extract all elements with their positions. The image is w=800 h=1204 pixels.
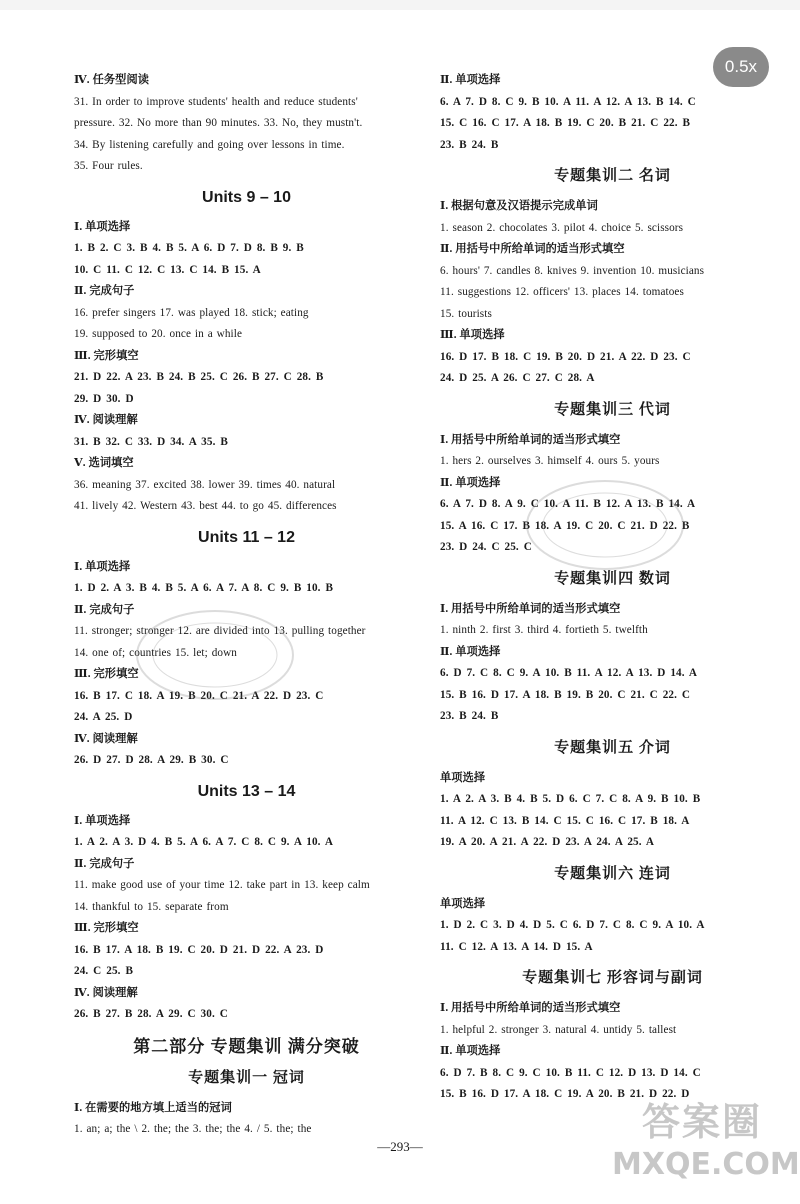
answer-line: 26. B 27. B 28. A 29. C 30. C	[74, 1008, 228, 1020]
answer-line: 23. D 24. C 25. C	[440, 541, 532, 553]
section-heading: Ⅱ. 单项选择	[440, 645, 501, 658]
section-heading: Ⅲ. 单项选择	[440, 329, 505, 341]
answer-line: 24. C 25. B	[74, 965, 134, 977]
section-heading: Ⅱ. 完成句子	[74, 285, 135, 297]
answer-line: 15. B 16. D 17. A 18. C 19. A 20. B 21. D 22. D	[440, 1088, 690, 1100]
answer-line: 1. A 2. A 3. D 4. B 5. A 6. A 7. C 8. C 9. A 10. A	[74, 836, 334, 848]
answer-line: 21. D 22. A 23. B 24. B 25. C 26. B 27. C 28. B	[74, 371, 324, 383]
answer-line: 1. hers 2. ourselves 3. himself 4. ours 5. yours	[440, 455, 660, 467]
section-heading: Ⅱ. 用括号中所给单词的适当形式填空	[440, 243, 625, 255]
answer-line: 36. meaning 37. excited 38. lower 39. times 40. natural	[74, 478, 336, 491]
topic-title: 专题集训二 名词	[554, 168, 671, 184]
answer-line: 19. supposed to 20. once in a while	[74, 328, 243, 340]
answer-line: 11. C 12. A 13. A 14. D 15. A	[440, 940, 593, 953]
watermark-url-text: MXQE.COM	[612, 1147, 800, 1182]
unit-title: Units 13 – 14	[197, 782, 296, 800]
answer-line: 15. tourists	[440, 307, 492, 320]
section-heading: Ⅰ. 单项选择	[74, 220, 131, 233]
answer-line: 26. D 27. D 28. A 29. B 30. C	[74, 754, 229, 766]
section-heading: Ⅰ. 用括号中所给单词的适当形式填空	[440, 1002, 621, 1014]
answer-line: 15. B 16. D 17. A 18. B 19. B 20. C 21. C 22. C	[440, 688, 691, 701]
answer-line: 34. By listening carefully and going over lessons in time.	[74, 138, 345, 151]
answer-line: 29. D 30. D	[74, 392, 134, 405]
answer-line: 6. A 7. D 8. A 9. C 10. A 11. B 12. A 13. B 14. A	[440, 498, 696, 510]
zoom-level-button[interactable]: 0.5x	[713, 47, 769, 87]
answer-line: 6. D 7. C 8. C 9. A 10. B 11. A 12. A 13. D 14. A	[440, 667, 698, 679]
answer-line: 35. Four rules.	[74, 160, 143, 172]
answer-line: 1. D 2. C 3. D 4. D 5. C 6. D 7. C 8. C 9. A 10. A	[440, 919, 705, 931]
answer-line: 41. lively 42. Western 43. best 44. to go 45. differences	[74, 500, 337, 512]
topic-title: 专题集训三 代词	[554, 401, 671, 418]
section-heading: 单项选择	[440, 771, 486, 784]
topic-title: 专题集训六 连词	[554, 865, 671, 882]
answer-line: 1. ninth 2. first 3. third 4. fortieth 5. twelfth	[440, 624, 648, 636]
section-heading: 单项选择	[440, 897, 486, 910]
topic-title: 专题集训五 介词	[554, 739, 671, 756]
answer-line: 16. D 17. B 18. C 19. B 20. D 21. A 22. D 23. C	[440, 350, 691, 363]
topic-title: 专题集训一 冠词	[188, 1069, 305, 1086]
answer-line: 1. A 2. A 3. B 4. B 5. D 6. C 7. C 8. A 9. B 10. B	[440, 793, 701, 805]
section-heading: Ⅱ. 单项选择	[440, 1045, 501, 1057]
answer-line: 11. A 12. C 13. B 14. C 15. C 16. C 17. B 18. A	[440, 814, 690, 827]
answer-line: 15. A 16. C 17. B 18. A 19. C 20. C 21. D 22. B	[440, 519, 690, 532]
section-heading: Ⅳ. 任务型阅读	[74, 74, 150, 86]
section-heading: Ⅲ. 完形填空	[74, 922, 139, 934]
answer-line: 6. A 7. D 8. C 9. B 10. A 11. A 12. A 13. B 14. C	[440, 95, 696, 108]
top-bar	[0, 0, 800, 10]
section-heading: Ⅰ. 根据句意及汉语提示完成单词	[440, 200, 598, 212]
unit-title: Units 9 – 10	[202, 188, 291, 206]
site-watermark	[612, 1098, 800, 1198]
section-heading: Ⅰ. 在需要的地方填上适当的冠词	[74, 1101, 232, 1114]
section-heading: Ⅱ. 单项选择	[440, 476, 501, 489]
section-heading: Ⅱ. 单项选择	[440, 74, 501, 86]
section-heading: Ⅰ. 用括号中所给单词的适当形式填空	[440, 433, 621, 446]
unit-title: Units 11 – 12	[198, 528, 295, 546]
answer-line: 31. In order to improve students' health and reduce students'	[74, 95, 358, 108]
topic-title: 专题集训七 形容词与副词	[522, 970, 703, 986]
answer-line: 23. B 24. B	[440, 710, 499, 722]
section-heading: Ⅱ. 完成句子	[74, 857, 135, 870]
answer-line: 16. prefer singers 17. was played 18. stick; eating	[74, 306, 309, 319]
part-title: 第二部分 专题集训 满分突破	[133, 1036, 360, 1056]
answer-line: 16. B 17. C 18. A 19. B 20. C 21. A 22. D 23. C	[74, 689, 324, 702]
section-heading: Ⅲ. 完形填空	[74, 668, 139, 680]
answer-line: 6. hours' 7. candles 8. knives 9. invention 10. musicians	[440, 264, 705, 277]
section-heading: Ⅳ. 阅读理解	[74, 732, 138, 745]
answer-line: 11. make good use of your time 12. take part in 13. keep calm	[74, 879, 370, 891]
section-heading: Ⅰ. 单项选择	[74, 814, 131, 827]
answer-line: 23. B 24. B	[440, 138, 499, 151]
answer-line: 11. suggestions 12. officers' 13. places 14. tomatoes	[440, 286, 684, 298]
answer-line: 1. helpful 2. stronger 3. natural 4. untidy 5. tallest	[440, 1023, 677, 1036]
section-heading: Ⅳ. 阅读理解	[74, 986, 138, 999]
answer-line: 10. C 11. C 12. C 13. C 14. B 15. A	[74, 263, 261, 276]
answer-line: 24. A 25. D	[74, 711, 133, 723]
section-heading: Ⅰ. 用括号中所给单词的适当形式填空	[440, 602, 621, 615]
answer-line: 1. season 2. chocolates 3. pilot 4. choice 5. scissors	[440, 221, 684, 234]
answer-line: 19. A 20. A 21. A 22. D 23. A 24. A 25. A	[440, 836, 655, 848]
answer-line: 11. stronger; stronger 12. are divided into 13. pulling together	[74, 625, 366, 637]
answer-line: 14. one of; countries 15. let; down	[74, 646, 237, 659]
answer-line: 6. D 7. B 8. C 9. C 10. B 11. C 12. D 13. D 14. C	[440, 1066, 701, 1079]
page-number: —293—	[377, 1139, 423, 1154]
section-heading: Ⅲ. 完形填空	[74, 349, 139, 362]
watermark-logo-text: 答案圈	[641, 1100, 762, 1144]
section-heading: Ⅰ. 单项选择	[74, 560, 131, 573]
topic-title: 专题集训四 数词	[554, 570, 671, 587]
answer-line: 1. D 2. A 3. B 4. B 5. A 6. A 7. A 8. C 9. B 10. B	[74, 582, 334, 594]
watermark-stamp-icon	[520, 470, 690, 580]
section-heading: Ⅴ. 选词填空	[74, 457, 134, 469]
answer-line: pressure. 32. No more than 90 minutes. 33. No, they mustn't.	[74, 117, 363, 129]
answer-line: 24. D 25. A 26. C 27. C 28. A	[440, 372, 595, 384]
answer-line: 16. B 17. A 18. B 19. C 20. D 21. D 22. A 23. D	[74, 943, 324, 956]
section-heading: Ⅳ. 阅读理解	[74, 414, 138, 426]
answer-line: 14. thankful to 15. separate from	[74, 900, 229, 913]
section-heading: Ⅱ. 完成句子	[74, 603, 135, 616]
watermark-stamp-icon	[130, 600, 300, 710]
answer-line: 31. B 32. C 33. D 34. A 35. B	[74, 435, 228, 448]
answer-line: 1. B 2. C 3. B 4. B 5. A 6. D 7. D 8. B 9. B	[74, 242, 304, 254]
right-column	[440, 70, 785, 1106]
answer-line: 15. C 16. C 17. A 18. B 19. C 20. B 21. C 22. B	[440, 117, 691, 129]
answer-line: 1. an; a; the \ 2. the; the 3. the; the 4. / 5. the; the	[74, 1123, 312, 1135]
